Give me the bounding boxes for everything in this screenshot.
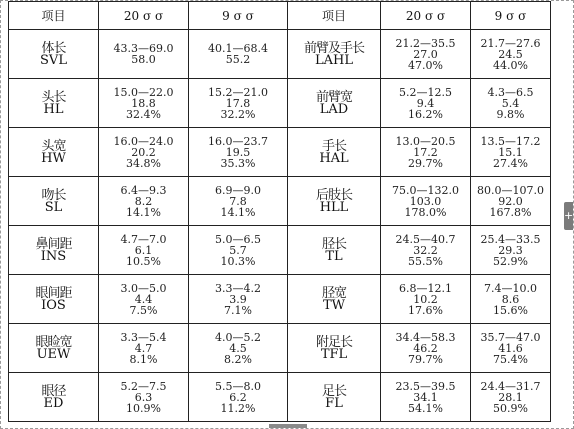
value-line: 41.6 [498, 341, 523, 355]
value-line: 34.4—58.3 [395, 330, 456, 344]
value-line: 3.3—4.2 [215, 281, 261, 295]
value-line: 80.0—107.0 [477, 183, 544, 197]
value-line: 34.1 [413, 390, 438, 404]
measurement-name: 前臂宽 [315, 89, 352, 105]
female-value-cell [471, 373, 551, 422]
value-line: 55.2 [225, 53, 251, 66]
measurement-name-cell [288, 128, 381, 177]
table-row [9, 79, 551, 128]
value-line: 92.0 [498, 194, 523, 208]
measurement-name-cell [288, 275, 381, 324]
table-header-row [9, 2, 551, 30]
measurement-name-cell [288, 226, 381, 275]
header-female-right: 9 σ σ [471, 2, 551, 30]
value-line: 35.3% [220, 156, 256, 170]
measurement-name: 鼻间距 [35, 236, 72, 252]
table-row [9, 324, 551, 373]
measurement-abbr: ED [43, 395, 64, 411]
value-line: 13.5—17.2 [480, 134, 541, 148]
value-line: 15.1 [498, 145, 523, 159]
value-line: 23.5—39.5 [395, 379, 456, 393]
measurement-name: 足长 [321, 383, 346, 399]
value-line: 5.4 [501, 96, 520, 110]
measurement-name-cell [9, 79, 99, 128]
value-line: 58.0 [131, 53, 156, 66]
value-line: 4.0—5.2 [215, 330, 261, 344]
value-line: 16.0—23.7 [208, 134, 268, 148]
male-value-cell [99, 79, 189, 128]
value-line: 46.2 [413, 341, 438, 355]
measurement-name-cell [288, 177, 381, 226]
female-value-cell [189, 177, 288, 226]
value-line: 4.5 [229, 341, 247, 355]
value-line: 3.0—5.0 [120, 281, 167, 295]
measurement-name: 头长 [41, 89, 66, 105]
value-line: 14.1% [220, 205, 256, 219]
female-value-cell [471, 128, 551, 177]
value-line: 40.1—68.4 [208, 42, 268, 55]
female-value-cell [471, 324, 551, 373]
value-line: 10.9% [126, 401, 161, 415]
value-line: 20.2 [131, 145, 156, 159]
value-line: 21.2—35.5 [395, 36, 456, 50]
value-line: 15.0—22.0 [113, 85, 174, 99]
table-row [9, 275, 551, 324]
measurement-name: 后肢长 [315, 187, 352, 203]
header-item-right: 项目 [288, 2, 381, 30]
measurement-name-cell [288, 324, 381, 373]
value-line: 29.7% [408, 156, 443, 170]
value-line: 3.9 [229, 292, 247, 306]
measurement-abbr: LAD [319, 101, 349, 117]
measurement-name-cell [288, 30, 381, 79]
value-line: 32.2 [413, 243, 438, 257]
male-value-cell [99, 275, 189, 324]
value-line: 16.0—24.0 [113, 134, 174, 148]
measurement-name: 前臂及手长 [303, 40, 364, 56]
value-line: 50.9% [493, 401, 528, 415]
male-value-cell [381, 177, 471, 226]
measurement-abbr: TFL [320, 346, 348, 362]
value-line: 4.7—7.0 [120, 232, 167, 246]
measurement-abbr: INS [40, 248, 67, 264]
male-value-cell [99, 226, 189, 275]
table-row [9, 30, 551, 79]
table-row [9, 128, 551, 177]
female-value-cell [189, 79, 288, 128]
value-line: 103.0 [409, 194, 442, 208]
header-item-left: 项目 [9, 2, 99, 30]
value-line: 8.2 [134, 194, 153, 208]
female-value-cell [189, 373, 288, 422]
value-line: 6.4—9.3 [120, 183, 167, 197]
morphometric-table [8, 1, 551, 422]
measurement-name-cell [9, 373, 99, 422]
value-line: 4.3—6.5 [487, 85, 534, 99]
measurement-name: 手长 [321, 138, 346, 154]
value-line: 167.8% [489, 205, 532, 219]
value-line: 8.2% [224, 352, 252, 366]
male-value-cell [99, 30, 189, 79]
female-value-cell [471, 177, 551, 226]
value-line: 13.0—20.5 [395, 134, 456, 148]
value-line: 44.0% [493, 58, 528, 72]
value-line: 4.4 [134, 292, 153, 306]
value-line: 7.4—10.0 [484, 281, 537, 295]
measurement-name-cell [9, 324, 99, 373]
value-line: 24.5—40.7 [395, 232, 456, 246]
value-line: 10.2 [413, 292, 438, 306]
measurement-abbr: TL [325, 248, 343, 264]
male-value-cell [99, 177, 189, 226]
measurement-name-cell [9, 226, 99, 275]
measurement-abbr: SL [44, 199, 63, 215]
female-value-cell [189, 324, 288, 373]
female-value-cell [471, 30, 551, 79]
measurement-abbr: SVL [40, 52, 67, 68]
value-line: 178.0% [404, 205, 447, 219]
measurement-abbr: HL [43, 101, 64, 117]
value-line: 27.0 [413, 47, 438, 61]
measurement-abbr: HW [41, 150, 66, 166]
expand-handle[interactable]: + [564, 202, 573, 230]
measurement-name: 附足长 [315, 334, 352, 350]
value-line: 9.8% [496, 107, 525, 121]
measurement-name: 体长 [41, 40, 66, 56]
value-line: 17.2 [413, 145, 438, 159]
value-line: 5.2—7.5 [120, 379, 167, 393]
table-row [9, 373, 551, 422]
value-line: 17.6% [408, 303, 443, 317]
value-line: 55.5% [408, 254, 443, 268]
value-line: 6.8—12.1 [399, 281, 452, 295]
value-line: 7.1% [224, 303, 252, 317]
measurement-name-cell [9, 30, 99, 79]
value-line: 29.3 [498, 243, 523, 257]
measurement-name: 吻长 [41, 187, 66, 203]
scrollbar-thumb[interactable] [269, 424, 307, 428]
male-value-cell [99, 128, 189, 177]
male-value-cell [381, 79, 471, 128]
value-line: 15.2—21.0 [208, 85, 268, 99]
value-line: 79.7% [408, 352, 443, 366]
value-line: 5.7 [229, 243, 247, 257]
header-male-left: 20 σ σ [99, 2, 189, 30]
value-line: 24.4—31.7 [480, 379, 541, 393]
male-value-cell [381, 128, 471, 177]
value-line: 6.1 [134, 243, 153, 257]
measurement-name-cell [288, 79, 381, 128]
value-line: 5.2—12.5 [399, 85, 452, 99]
value-line: 6.9—9.0 [215, 183, 261, 197]
value-line: 32.4% [126, 107, 161, 121]
value-line: 27.4% [493, 156, 528, 170]
female-value-cell [189, 30, 288, 79]
male-value-cell [381, 324, 471, 373]
value-line: 75.4% [493, 352, 528, 366]
value-line: 4.7 [134, 341, 153, 355]
measurement-name: 胫长 [321, 236, 346, 252]
measurement-abbr: UEW [36, 346, 71, 362]
header-female-left: 9 σ σ [189, 2, 288, 30]
value-line: 54.1% [408, 401, 443, 415]
measurement-name-cell [9, 128, 99, 177]
measurement-abbr: HLL [319, 199, 349, 215]
value-line: 35.7—47.0 [480, 330, 541, 344]
value-line: 3.3—5.4 [120, 330, 167, 344]
header-male-right: 20 σ σ [381, 2, 471, 30]
value-line: 7.8 [229, 194, 247, 208]
measurement-name: 眼间距 [35, 285, 72, 301]
value-line: 10.5% [126, 254, 161, 268]
value-line: 15.6% [493, 303, 528, 317]
value-line: 5.5—8.0 [215, 379, 261, 393]
male-value-cell [381, 275, 471, 324]
measurement-name: 头宽 [41, 138, 66, 154]
value-line: 32.2% [220, 107, 256, 121]
male-value-cell [381, 373, 471, 422]
female-value-cell [189, 275, 288, 324]
value-line: 17.8 [225, 96, 251, 110]
measurement-name-cell [9, 275, 99, 324]
measurement-name: 胫宽 [321, 285, 346, 301]
measurement-name: 眼径 [41, 383, 66, 399]
male-value-cell [99, 373, 189, 422]
measurement-abbr: HAL [319, 150, 349, 166]
value-line: 11.2% [220, 401, 256, 415]
value-line: 7.5% [129, 303, 158, 317]
value-line: 6.3 [134, 390, 153, 404]
value-line: 75.0—132.0 [392, 183, 459, 197]
value-line: 18.8 [131, 96, 156, 110]
measurement-abbr: IOS [41, 297, 66, 313]
value-line: 47.0% [408, 58, 443, 72]
table-row [9, 177, 551, 226]
measurement-abbr: FL [325, 395, 343, 411]
table-row [9, 226, 551, 275]
value-line: 5.0—6.5 [215, 232, 261, 246]
female-value-cell [471, 226, 551, 275]
value-line: 16.2% [408, 107, 443, 121]
male-value-cell [381, 226, 471, 275]
female-value-cell [189, 128, 288, 177]
value-line: 21.7—27.6 [480, 36, 541, 50]
female-value-cell [471, 79, 551, 128]
female-value-cell [189, 226, 288, 275]
measurement-abbr: LAHL [315, 52, 353, 68]
measurement-name: 眼睑宽 [35, 334, 72, 350]
female-value-cell [471, 275, 551, 324]
value-line: 24.5 [498, 47, 523, 61]
value-line: 19.5 [225, 145, 251, 159]
value-line: 14.1% [126, 205, 161, 219]
value-line: 34.8% [126, 156, 161, 170]
value-line: 52.9% [493, 254, 528, 268]
male-value-cell [99, 324, 189, 373]
value-line: 43.3—69.0 [113, 42, 174, 55]
value-line: 25.4—33.5 [480, 232, 541, 246]
value-line: 10.3% [220, 254, 256, 268]
value-line: 28.1 [498, 390, 523, 404]
measurement-abbr: TW [322, 297, 346, 313]
value-line: 6.2 [229, 390, 247, 404]
male-value-cell [381, 30, 471, 79]
value-line: 8.1% [129, 352, 158, 366]
measurement-name-cell [288, 373, 381, 422]
value-line: 8.6 [501, 292, 520, 306]
measurement-name-cell [9, 177, 99, 226]
value-line: 9.4 [416, 96, 435, 110]
